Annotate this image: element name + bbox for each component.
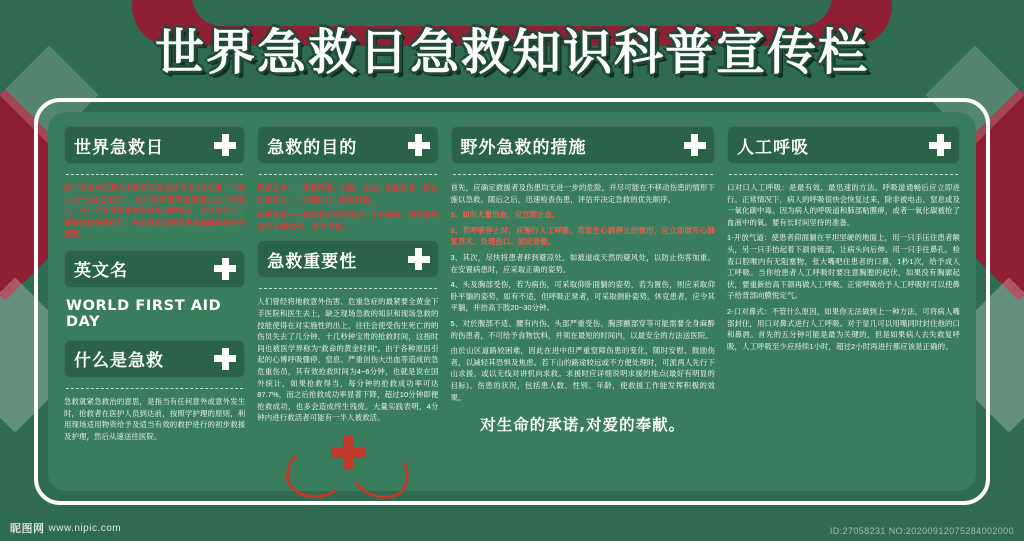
- paragraph: 促进复原——避免非必要的移动、小心处理、保持最舒适的坐/卧姿势、普言安慰。: [257, 210, 439, 231]
- section-heading-artificial-respiration: [727, 126, 960, 164]
- divider: [259, 288, 436, 289]
- divider: [259, 174, 436, 175]
- section-title: 人工呼吸: [736, 137, 809, 158]
- section-title: 急救重要性: [267, 251, 358, 272]
- paragraph: 保存生命——恢复呼吸、心跳、止血、救治休克、防止伤势恶化——处理伤口、固定骨骼。: [257, 183, 439, 204]
- paragraph: 1、如有大量出血，应立即止血。: [450, 210, 560, 220]
- column-2: [257, 126, 438, 481]
- paragraph: 1-开放气道：使患者仰面躺在平坦坚硬的地面上，用一只手压住患者额头，另一只手抬起着下颌骨链部，让病头向后伸。用一只手往鼻孔，检查口腔喉内有无阻塞物，张大嘴吧住患者的口鼻，1秒1次，给予成人工呼吸。当你给患者人工呼吸时要注意胸膛的起伏，如果没有胸廓起伏，要重新抬高下颌再做人工呼吸。正常呼吸给予人工呼吸时可以使鼻子给背部向膜悦定气。: [726, 233, 960, 301]
- column-4: [727, 126, 960, 481]
- section-title: 急救的目的: [267, 137, 358, 158]
- paragraph: 首先，应确定救援者及伤患均无进一步的危险，并尽可能在不移动伤患的情形下施以急救。随后之后，迅速检查伤患，评估并决定急救的优先顺序。: [450, 183, 715, 204]
- english-name-value: WORLD FIRST AID DAY: [66, 297, 222, 330]
- medical-cross-icon: [407, 133, 431, 157]
- paragraph: 红十字会与红新月会国际联合会将每年9月的第二个周六为“世界急救日”，这个国际组织希望通过这个纪念日，呼吁世界各国重视急救知识的普及，让更多的人士掌握急救技能技巧，在事发现场挽救生命和降低伤害程度度。: [64, 183, 246, 239]
- paragraph: 急救就紧急救治的意思，是指当有任何意外或意外发生时，抢救者在医护人员到达前，按照学护理的原则，利用现场适用物资给予及适当有效的救护进行的初步救援及护理，然后从速送往医院。: [64, 396, 246, 441]
- column-1: [64, 126, 245, 481]
- content-board-frame: [34, 98, 990, 505]
- closing-banner: 对生命的承诺,对爱的奉献。: [480, 416, 686, 435]
- divider: [66, 388, 243, 389]
- paragraph: 4、头及胸部受伤，若为病伤，可采取仰卧面躺的姿势，若为置伤，则应采取仰卧平躺的姿势，如有不适，但呼吸正常者，可采取侧卧姿势。休克患者，应令其平躺，并抬高下肢20~30分钟。: [450, 280, 715, 313]
- site-url: www.nipic.com: [48, 522, 122, 534]
- section-body-purpose: [257, 182, 438, 232]
- section-title: 英文名: [74, 261, 128, 282]
- content-board: [48, 112, 976, 491]
- section-title: 野外急救的措施: [460, 137, 587, 158]
- section-title: 世界急救日: [74, 137, 164, 158]
- paragraph: 由於山区道路较困难，因此在进中但严重窒障伤患的变化，随时安慰、鼓励伤者，以减轻其恐惧及焦虑。若下山的路途较远或不方便处理时，可派两人先行下山求援，或以无线对讲机向求救。求援时应详细说明求援的地点(最好有明显的目标)、伤患的状况，包括患人数、性别、年龄，使救援工作能发挥积极的效果。: [450, 346, 715, 402]
- section-heading-importance: [257, 240, 438, 278]
- medical-cross-icon: [683, 133, 707, 157]
- poster-title-wrap: [0, 14, 1024, 84]
- red-cross-wreath-emblem: [278, 432, 418, 502]
- paragraph: 3、其次，尽快将患者移到避凉处，如被道或天然的避风处，以防止伤客加重。在安置病患时，应采取正确的姿势。: [450, 252, 715, 274]
- medical-cross-icon: [213, 257, 237, 281]
- section-heading-outdoor-measures: [451, 126, 715, 164]
- site-logo: 昵图网: [10, 523, 45, 535]
- paragraph: 2、若呼吸停止时，应施行人工呼吸。若发生心跳停止的情形，应立即展开心肺复苏术。处理伤口、固定骨骼。: [450, 225, 715, 247]
- paragraph: 口对口人工呼吸：是最有效、最迅速的方法。呼吸道通畅后应立即进行。正常情况下，病人的呼吸很快会恢复过来，除非被电击、窒息或及一氧化碳中毒。因为病人的呼吸道和肺部粘膜痹，或者一氧化碳被抢了血液中的氧。要有长时间坚持的准备。: [726, 183, 960, 227]
- divider: [453, 174, 713, 175]
- divider: [729, 174, 958, 175]
- column-3: [451, 126, 715, 481]
- section-heading-what-is-first-aid: [64, 340, 245, 378]
- medical-cross-icon: [213, 133, 237, 157]
- footer-image-id: ID:27058231 NO:20200912075284002000: [829, 526, 1014, 536]
- section-body-artificial-respiration: [727, 182, 960, 352]
- paragraph: 人们曾经将地救意外伤害、危重急症的最紧要全黄金下手医院和医生去上，缺乏现场急救的知识和现场急救的技能使得在对实施性的出上，往往会使受伤生死亡的的伤员失去了几分钟、十几秒钟宝贵的抢救时间，这指时间也被医学界称为“救命的黄金时间”。由于各种原因引起的心博呼吸骤停、窒息、严重创伤大出血等造成的急危重伤员，其有效抢救时间为4~6分钟，也就是说在国外统计，如果抢救得当，每分钟的抢救成功率可达87.7%，而之后抢救成功率显著下降，超过10分钟即便抢救成功，也多会造成终生残废。大量实践表明，4分钟内进行救活者可能有一半人被救活。: [257, 297, 439, 423]
- paragraph: 5、对於腹部不适、腰有内伤、头部严重受伤、胸部颤部穿等可能需要全身麻醉的伤患者，不可给予食物饮料，并须在最短的时间内，以最安全的方法送医院。: [450, 318, 715, 340]
- section-body-what-is-first-aid: [64, 396, 245, 442]
- section-title: 什么是急救: [74, 351, 164, 372]
- section-body-outdoor-measures: [451, 182, 715, 403]
- divider: [66, 174, 243, 175]
- medical-cross-icon: [928, 133, 952, 157]
- section-heading-english-name: [64, 250, 245, 288]
- page-title: 世界急救日急救知识科普宣传栏: [154, 24, 869, 81]
- paragraph: 2-口对鼻式：不管什么原因，如果你无法做到上一种方法，可将病人嘴部封住，用口对鼻式进行人工呼吸。对于显几可以用嘴同时封住他的口和鼻唇。首先的五分钟可能是最为关键的，但是如果病人去失救复呼吸，人工呼吸至少应持续1小时，超过2小时再进行都应该是正确的。: [726, 306, 960, 351]
- section-body-world-first-aid-day: [64, 182, 245, 240]
- section-body-importance: [257, 296, 438, 424]
- medical-cross-icon: [213, 347, 237, 371]
- section-heading-world-first-aid-day: [64, 126, 245, 164]
- footer-watermark-left: [10, 520, 121, 536]
- section-heading-purpose: [257, 126, 438, 164]
- medical-cross-icon: [407, 247, 431, 271]
